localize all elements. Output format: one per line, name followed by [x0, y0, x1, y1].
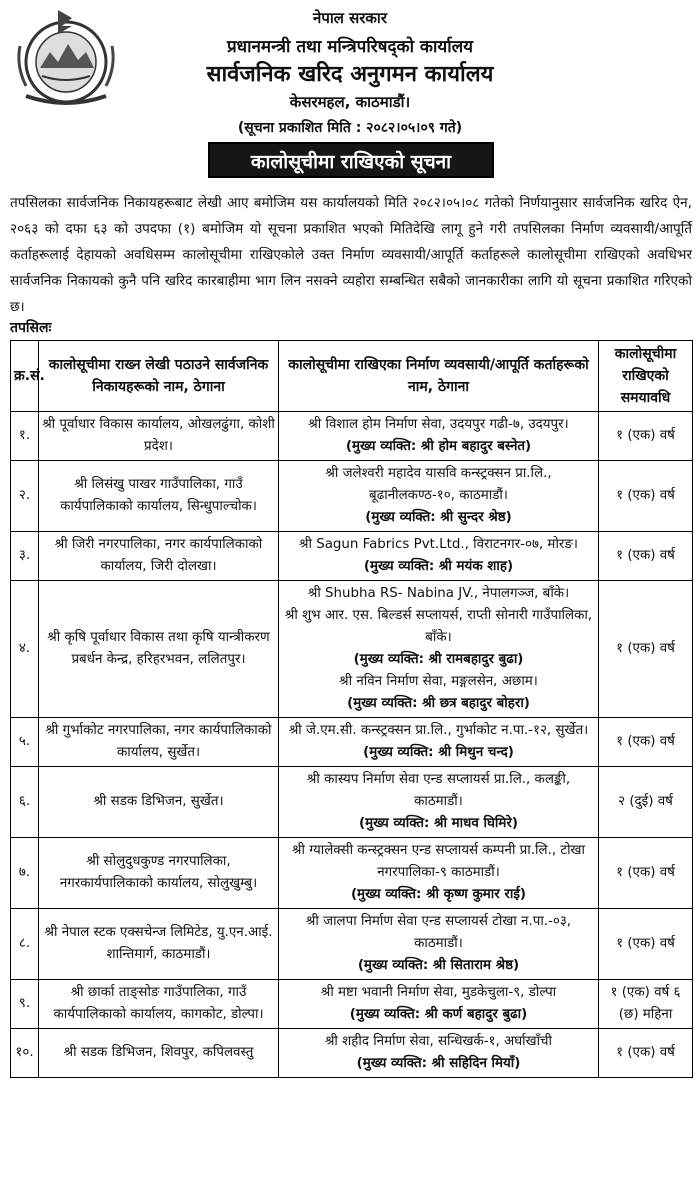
cell-serial	[11, 412, 39, 461]
cell-vendor	[279, 909, 599, 980]
table-row	[11, 767, 693, 838]
table-row	[11, 461, 693, 532]
entity-name: श्री पूर्वाधार विकास कार्यालय, ओखलढुंगा, कोशी प्रदेश।	[42, 417, 275, 454]
key-person: (मुख्य व्यक्ति: श्री माधव घिमिरे)	[359, 816, 518, 831]
cell-vendor	[279, 581, 599, 718]
entity-name: श्री सडक डिभिजन, सुर्खेत।	[93, 794, 224, 809]
entity-name: श्री जिरी नगरपालिका, नगर कार्यपालिकाको कार्यालय, जिरी दोलखा।	[54, 537, 263, 574]
cell-vendor	[279, 1029, 599, 1078]
vendor-name: श्री मष्टा भवानी निर्माण सेवा, मुडकेचुला-९, डोल्पा	[320, 985, 557, 1000]
cell-vendor	[279, 718, 599, 767]
key-person: (मुख्य व्यक्ति: श्री सहिदिन मियाँ)	[356, 1056, 521, 1071]
cell-period	[599, 532, 693, 581]
cell-period	[599, 980, 693, 1029]
cell-serial	[11, 581, 39, 718]
cell-period	[599, 412, 693, 461]
key-person: (मुख्य व्यक्ति: श्री छत्र बहादुर बोहरा)	[347, 696, 530, 711]
blacklist-period: १ (एक) वर्ष	[616, 488, 675, 503]
cell-vendor	[279, 767, 599, 838]
header-vendor: कालोसूचीमा राखिएका निर्माण व्यवसायी/आपूर्ति कर्ताहरूको नाम, ठेगाना	[279, 341, 599, 412]
entity-name: श्री सडक डिभिजन, शिवपुर, कपिलवस्तु	[63, 1045, 254, 1060]
vendor-name: श्री शहीद निर्माण सेवा, सन्धिखर्क-१, अर्घाखाँची	[324, 1034, 553, 1049]
entity-name: श्री सोलुदुधकुण्ड नगरपालिका, नगरकार्यपालिकाको कार्यालय, सोलुखुम्बु।	[59, 854, 258, 891]
header-entity: कालोसूचीमा राख्न लेखी पठाउने सार्वजनिक निकायहरूको नाम, ठेगाना	[39, 341, 279, 412]
blacklist-period: १ (एक) वर्ष	[616, 734, 675, 749]
key-person: (मुख्य व्यक्ति: श्री सुन्दर श्रेष्ठ)	[365, 510, 512, 525]
cell-period	[599, 581, 693, 718]
entity-name: श्री लिसंखु पाखर गाउँपालिका, गाउँ कार्यपालिकाको कार्यालय, सिन्धुपाल्चोक।	[60, 477, 257, 514]
government-name: नेपाल सरकार	[313, 9, 387, 27]
ministry-name: प्रधानमन्त्री तथा मन्त्रिपरिषद्को कार्यालय	[226, 37, 474, 57]
table-row	[11, 1029, 693, 1078]
cell-serial	[11, 718, 39, 767]
key-person: (मुख्य व्यक्ति: श्री होम बहादुर बस्नेत)	[345, 439, 532, 454]
cell-serial	[11, 980, 39, 1029]
table-header-row	[11, 341, 693, 412]
blacklist-period: १ (एक) वर्ष ६ (छ) महिना	[610, 985, 681, 1022]
cell-serial	[11, 461, 39, 532]
serial-number: २.	[18, 488, 31, 503]
key-person: (मुख्य व्यक्ति: श्री मिथुन चन्द)	[363, 745, 514, 760]
vendor-name: श्री विशाल होम निर्माण सेवा, उदयपुर गढी-७, उदयपुर।	[308, 417, 569, 432]
table-row	[11, 909, 693, 980]
serial-number: ९.	[18, 996, 31, 1011]
blacklist-period: १ (एक) वर्ष	[616, 548, 675, 563]
serial-number: ८.	[18, 936, 31, 951]
table-row	[11, 838, 693, 909]
cell-entity	[39, 461, 279, 532]
cell-entity	[39, 1029, 279, 1078]
table-row	[11, 980, 693, 1029]
blacklist-period: १ (एक) वर्ष	[616, 641, 675, 656]
cell-serial	[11, 838, 39, 909]
key-person: (मुख्य व्यक्ति: श्री मयंक शाह)	[363, 559, 514, 574]
cell-vendor	[279, 461, 599, 532]
serial-number: ६.	[18, 794, 31, 809]
blacklist-table	[10, 340, 693, 1078]
vendor-name: श्री Shubha RS- Nabina JV., नेपालगञ्ज, बाँके।	[307, 586, 570, 601]
cell-period	[599, 838, 693, 909]
cell-vendor	[279, 532, 599, 581]
table-row	[11, 718, 693, 767]
entity-name: श्री गुर्भाकोट नगरपालिका, नगर कार्यपालिकाको कार्यालय, सुर्खेत।	[45, 723, 272, 760]
vendor-name: श्री Sagun Fabrics Pvt.Ltd., विराटनगर-०७, मोरङ।	[298, 537, 578, 552]
cell-vendor	[279, 980, 599, 1029]
cell-entity	[39, 980, 279, 1029]
cell-entity	[39, 909, 279, 980]
publish-date: (सूचना प्रकाशित मिति : २०८२।०५।०९ गते)	[237, 120, 463, 136]
cell-period	[599, 461, 693, 532]
serial-number: ७.	[18, 865, 31, 880]
cell-serial	[11, 1029, 39, 1078]
blacklist-period: १ (एक) वर्ष	[616, 865, 675, 880]
header-period: कालोसूचीमा राखिएको समयावधि	[599, 341, 693, 412]
office-name: सार्वजनिक खरिद अनुगमन कार्यालय	[206, 62, 494, 87]
cell-entity	[39, 412, 279, 461]
blacklist-period: १ (एक) वर्ष	[616, 936, 675, 951]
table-row	[11, 581, 693, 718]
cell-period	[599, 1029, 693, 1078]
cell-vendor	[279, 412, 599, 461]
key-person: (मुख्य व्यक्ति: श्री कृष्ण कुमार राई)	[350, 887, 527, 902]
vendor-name: श्री जलेश्वरी महादेव यासवि कन्स्ट्रक्सन प्रा.लि., बूढानीलकण्ठ-१०, काठमाडौं।	[325, 466, 552, 503]
header-serial: क्र.सं.	[11, 341, 39, 412]
cell-serial	[11, 909, 39, 980]
vendor-name: श्री जालपा निर्माण सेवा एन्ड सप्लायर्स टोखा न.पा.-०३, काठमाडौं।	[305, 914, 572, 951]
serial-number: ४.	[18, 641, 31, 656]
notice-title-banner: कालोसूचीमा राखिएको सूचना	[208, 142, 494, 178]
key-person: (मुख्य व्यक्ति: श्री कर्ण बहादुर बुढा)	[349, 1007, 528, 1022]
table-row	[11, 532, 693, 581]
vendor-name: श्री शुभ आर. एस. बिल्डर्स सप्लायर्स, राप्ती सोनारी गाउँपालिका, बाँके।	[284, 608, 593, 645]
blacklist-period: १ (एक) वर्ष	[616, 428, 675, 443]
notice-header	[0, 0, 700, 140]
cell-entity	[39, 718, 279, 767]
key-person: (मुख्य व्यक्ति: श्री रामबहादुर बुढा)	[353, 652, 524, 667]
vendor-name: श्री जे.एम.सी. कन्स्ट्रक्सन प्रा.लि., गुर्भाकोट न.पा.-१२, सुर्खेत।	[288, 723, 589, 738]
office-address: केसरमहल, काठमाडौं।	[289, 93, 411, 111]
serial-number: ५.	[18, 734, 31, 749]
blacklist-period: २ (दुई) वर्ष	[618, 794, 673, 809]
cell-period	[599, 909, 693, 980]
cell-serial	[11, 532, 39, 581]
cell-entity	[39, 581, 279, 718]
table-row	[11, 412, 693, 461]
key-person: (मुख्य व्यक्ति: श्री सिताराम श्रेष्ठ)	[357, 958, 520, 973]
cell-period	[599, 767, 693, 838]
tapasil-label: तपसिलः	[10, 320, 52, 336]
entity-name: श्री छार्का ताङ्सोङ गाउँपालिका, गाउँ कार्यपालिकाको कार्यालय, कागकोट, डोल्पा।	[53, 985, 264, 1022]
cell-entity	[39, 532, 279, 581]
cell-entity	[39, 767, 279, 838]
cell-entity	[39, 838, 279, 909]
cell-period	[599, 718, 693, 767]
vendor-name: श्री ग्यालेक्सी कन्स्ट्रक्सन एन्ड सप्लायर्स कम्पनी प्रा.लि., टोखा नगरपालिका-९ काठमाडौं।	[292, 843, 585, 880]
serial-number: ३.	[18, 548, 31, 563]
serial-number: १०.	[15, 1045, 34, 1060]
vendor-name: श्री नविन निर्माण सेवा, मङ्गलसेन, अछाम।	[339, 674, 538, 689]
cell-vendor	[279, 838, 599, 909]
entity-name: श्री नेपाल स्टक एक्सचेन्ज लिमिटेड, यु.एन.आई. शान्तिमार्ग, काठमाडौं।	[44, 925, 273, 962]
entity-name: श्री कृषि पूर्वाधार विकास तथा कृषि यान्त्रीकरण प्रबर्धन केन्द्र, हरिहरभवन, ललितपुर।	[47, 630, 270, 667]
cell-serial	[11, 767, 39, 838]
vendor-name: श्री कास्यप निर्माण सेवा एन्ड सप्लायर्स प्रा.लि., कलङ्की, काठमाडौं।	[306, 772, 571, 809]
notice-body: तपसिलका सार्वजनिक निकायहरूबाट लेखी आए बमोजिम यस कार्यालयको मिति २०८२।०५।०८ गतेको निर्णयानुसार सार्वजनिक खरिद ऐन, २०६३ को दफा ६३ को उपदफा (१) बमोजिम यो सूचना प्रकाशित भएको मितिदेखि लागू हुने गरी तपसिलका निर्माण व्यवसायी/आपूर्ति कर्ताहरूलाई देहायको अवधिसम्म कालोसूचीमा राखिएकोले उक्त निर्माण व्यवसायी/आपूर्ति कर्ताहरूले कालोसूचीमा राखिएको अवधिभर सार्वजनिक निकायको कुनै पनि खरिद कारबाहीमा भाग लिन नसक्ने व्यहोरा सम्बन्धित सबैको जानकारीका लागि यो सूचना प्रकाशित गरिएको छ।	[10, 195, 692, 315]
serial-number: १.	[18, 428, 31, 443]
blacklist-period: १ (एक) वर्ष	[616, 1045, 675, 1060]
